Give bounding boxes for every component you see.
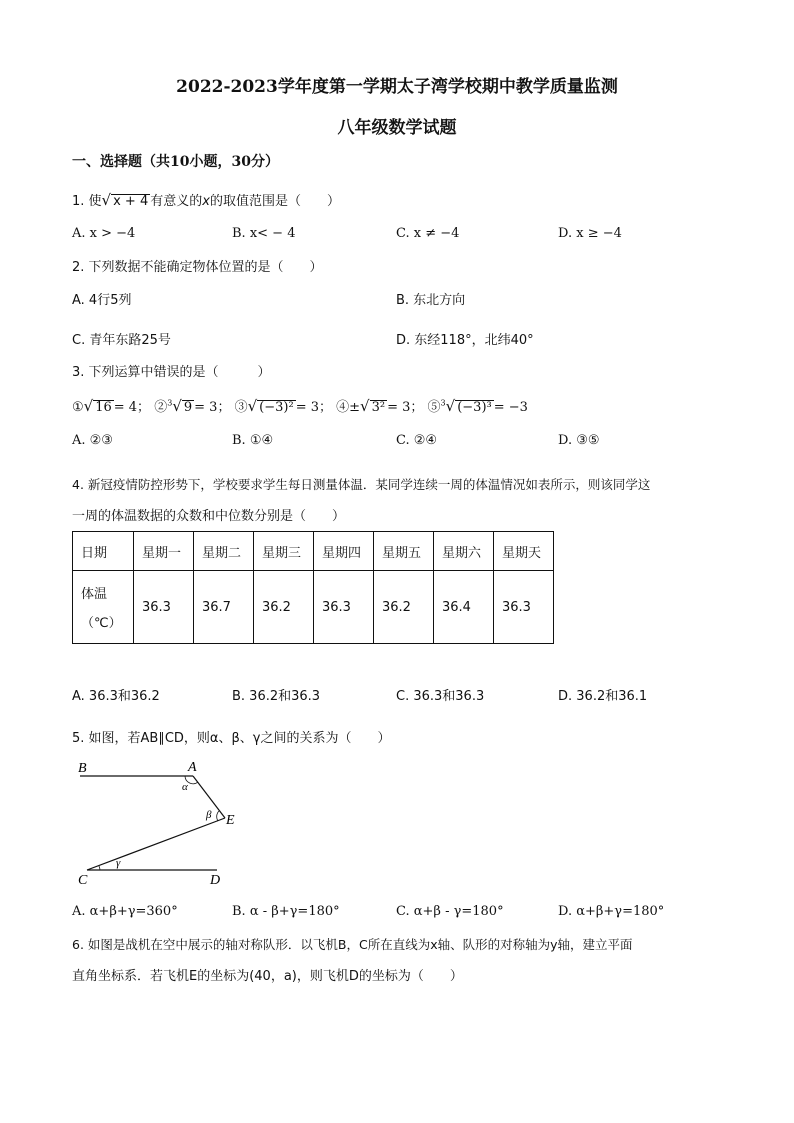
- q1-option-a: A. x > −4: [72, 226, 136, 241]
- expr-1-rest: = 4；: [113, 400, 151, 415]
- q2-option-a: A. 4行5列: [72, 293, 132, 308]
- table-header-cell: 星期五: [374, 532, 434, 571]
- row-label-line-2: （℃）: [81, 616, 122, 631]
- label-beta: β: [206, 809, 212, 821]
- table-header-cell: 星期天: [494, 532, 554, 571]
- table-cell: 36.4: [434, 571, 494, 644]
- table-header-row: [73, 532, 554, 571]
- expr-2-rest: = 3；: [194, 400, 231, 415]
- question-4-line-2: 一周的体温数据的众数和中位数分别是（ ）: [72, 509, 346, 524]
- table-cell: 36.3: [494, 571, 554, 644]
- expr-5-index: 3: [440, 398, 446, 408]
- radical-sign: √: [445, 397, 456, 415]
- radical-sign: √: [247, 397, 258, 415]
- angle-beta-arc: [217, 811, 219, 821]
- q3-option-c: C. ②④: [396, 433, 438, 448]
- section-heading: 一、选择题（共10小题，30分）: [72, 154, 279, 170]
- q1-option-b: B. x< − 4: [232, 226, 296, 241]
- label-alpha: α: [182, 781, 188, 793]
- table-header-cell: 星期三: [254, 532, 314, 571]
- q3-option-b: B. ①④: [232, 433, 274, 448]
- table-header-cell: 日期: [73, 532, 134, 571]
- expr-5-label: ⑤: [427, 400, 441, 415]
- expr-2-label: ②: [154, 400, 168, 415]
- radical-sign: √: [101, 191, 112, 209]
- q3-option-d: D. ③⑤: [558, 433, 600, 448]
- expr-3-label: ③: [234, 400, 248, 415]
- table-header-cell: 星期六: [434, 532, 494, 571]
- q1-option-d: D. x ≥ −4: [558, 226, 622, 241]
- expr-1-label: ①: [72, 400, 84, 415]
- exam-title: 2022-2023学年度第一学期太子湾学校期中教学质量监测: [176, 77, 618, 97]
- q4-option-a: A. 36.3和36.2: [72, 689, 160, 704]
- table-cell: 36.3: [314, 571, 374, 644]
- q3-option-a: A. ②③: [72, 433, 113, 448]
- q4-option-c: C. 36.3和36.3: [396, 689, 485, 704]
- q2-option-d: D. 东经118°，北纬40°: [396, 333, 534, 348]
- q1-option-c: C. x ≠ −4: [396, 226, 460, 241]
- temperature-table: [72, 531, 554, 644]
- radical-sign: √: [360, 397, 370, 415]
- label-a: A: [188, 760, 197, 775]
- q1-prefix: 1. 使: [72, 194, 102, 209]
- question-5: 5. 如图，若AB∥CD，则α、β、γ之间的关系为（ ）: [72, 731, 391, 746]
- row-label-line-1: 体温: [81, 587, 108, 602]
- expr-1-radicand: 16: [95, 400, 112, 415]
- question-3: 3. 下列运算中错误的是（ ）: [72, 365, 271, 380]
- expr-4-label: ④±: [336, 400, 361, 415]
- label-d: D: [210, 873, 221, 888]
- label-c: C: [78, 873, 88, 888]
- table-row: [73, 571, 554, 644]
- q3-expressions: [72, 396, 528, 415]
- line-ec: [87, 818, 225, 870]
- label-e: E: [226, 813, 235, 828]
- expr-2-radicand: 9: [183, 400, 193, 415]
- q5-option-c: C. α+β - γ=180°: [396, 904, 504, 919]
- label-gamma: γ: [116, 857, 121, 869]
- question-6-line-1: 6. 如图是战机在空中展示的轴对称队形．以飞机B，C所在直线为x轴、队形的对称轴为y轴，建立平面: [72, 937, 633, 952]
- radical-sign: √: [172, 397, 182, 415]
- expr-5-radicand: (−3)³: [457, 400, 492, 415]
- exam-subtitle: 八年级数学试题: [337, 118, 457, 138]
- table-header-cell: 星期四: [314, 532, 374, 571]
- q2-option-c: C. 青年东路25号: [72, 333, 171, 348]
- q5-option-d: D. α+β+γ=180°: [558, 904, 665, 919]
- expr-3-rest: = 3；: [295, 400, 332, 415]
- table-cell: 36.3: [134, 571, 194, 644]
- expr-2-index: 3: [167, 398, 173, 408]
- question-6-line-2: 直角坐标系．若飞机E的坐标为(40，a)，则飞机D的坐标为（ ）: [72, 969, 463, 984]
- q1-suffix-a: 有意义的: [150, 194, 203, 209]
- question-1: [72, 190, 340, 209]
- q5-option-b: B. α - β+γ=180°: [232, 904, 340, 919]
- parallel-lines-figure: [70, 756, 240, 888]
- expr-3-radicand: (−3)²: [259, 400, 294, 415]
- table-cell: 36.7: [194, 571, 254, 644]
- expr-4-radicand: 3²: [371, 400, 386, 415]
- q1-suffix-b: 的取值范围是（ ）: [209, 194, 340, 209]
- table-header-cell: 星期一: [134, 532, 194, 571]
- q1-radicand: x + 4: [113, 194, 149, 209]
- expr-5-rest: = −3: [493, 400, 528, 415]
- table-cell: 36.2: [254, 571, 314, 644]
- q2-option-b: B. 东北方向: [396, 293, 466, 308]
- q4-option-b: B. 36.2和36.3: [232, 689, 321, 704]
- table-row-label: [73, 571, 134, 644]
- q1-var: x: [202, 194, 210, 209]
- radical-sign: √: [83, 397, 94, 415]
- table-header-cell: 星期二: [194, 532, 254, 571]
- question-2: 2. 下列数据不能确定物体位置的是（ ）: [72, 260, 323, 275]
- expr-4-rest: = 3；: [387, 400, 424, 415]
- q4-option-d: D. 36.2和36.1: [558, 689, 648, 704]
- question-4-line-1: 4. 新冠疫情防控形势下，学校要求学生每日测量体温．某同学连续一周的体温情况如表所示，则该同学这: [72, 477, 651, 492]
- q5-option-a: A. α+β+γ=360°: [72, 904, 178, 919]
- label-b: B: [78, 761, 87, 776]
- table-cell: 36.2: [374, 571, 434, 644]
